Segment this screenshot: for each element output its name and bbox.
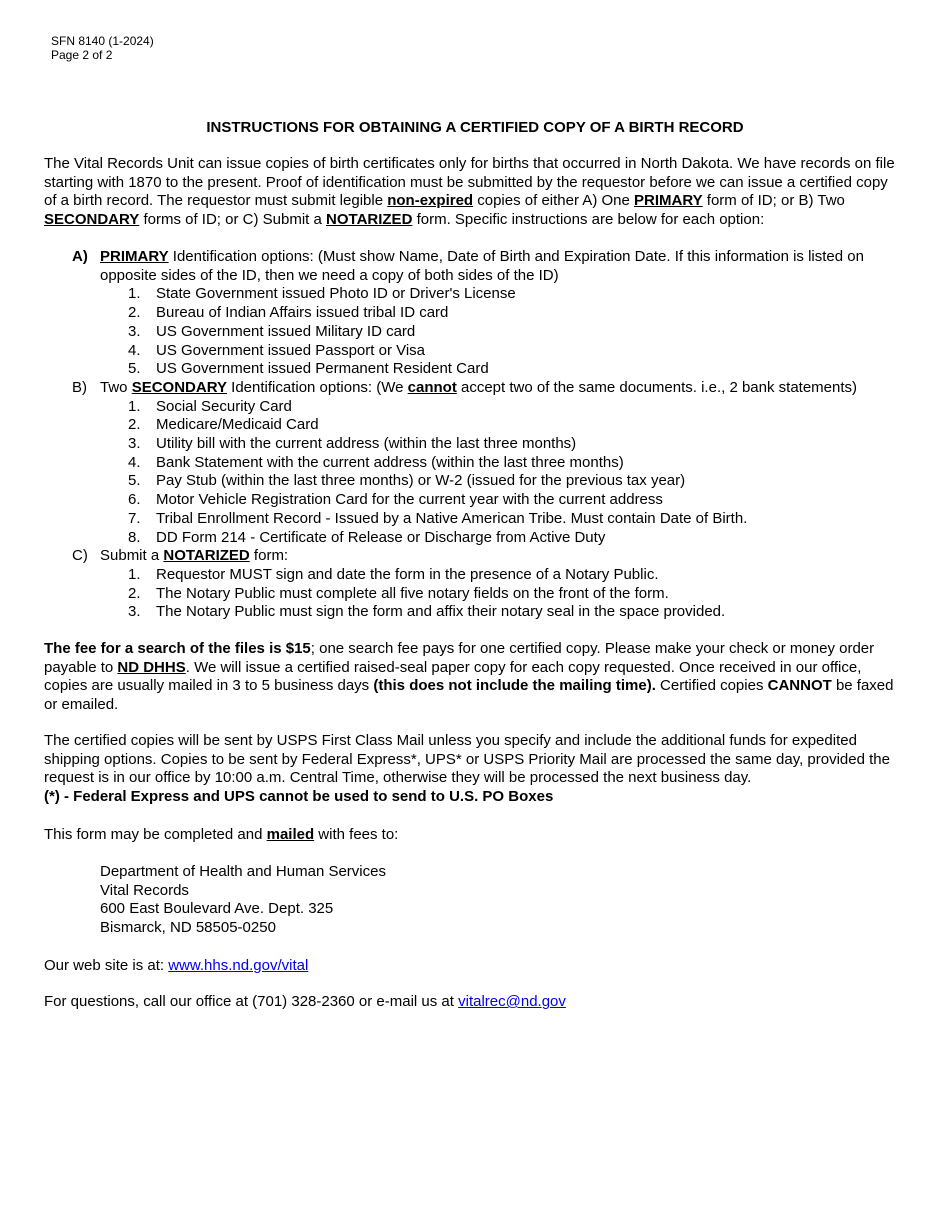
- contact-line: For questions, call our office at (701) 328-2360 or e-mail us at vitalrec@nd.gov: [44, 993, 566, 1010]
- page-number: Page 2 of 2: [51, 48, 113, 62]
- list-item: 2. The Notary Public must complete all five notary fields on the front of the form.: [128, 584, 669, 602]
- option-c: C) Submit a NOTARIZED form:: [72, 547, 289, 565]
- website-link[interactable]: www.hhs.nd.gov/vital: [168, 957, 309, 974]
- fee-paragraph: The fee for a search of the files is $15; one search fee pays for one certified copy. Please make your check or money order payable to ND DHHS. We will issue a certified raised-seal paper copy for each copy requested. Once received in our office, copies are usually mailed in 3 to 5 business days (this does not include the mailing time). Certified copies CANNOT be faxed or emailed.: [44, 640, 894, 714]
- id-options: [44, 248, 904, 622]
- option-letter: B): [72, 378, 87, 396]
- form-identifier: [51, 34, 154, 62]
- payee: ND DHHS: [117, 658, 186, 676]
- list-item: 1. Social Security Card: [128, 397, 292, 415]
- page-title: INSTRUCTIONS FOR OBTAINING A CERTIFIED COPY OF A BIRTH RECORD: [206, 119, 744, 136]
- non-expired-keyword: non-expired: [387, 192, 474, 210]
- option-a: A) PRIMARY Identification options: (Must show Name, Date of Birth and Expiration Date. If this information is listed on opposite sides of the ID, then we need a copy of both sides of the ID): [72, 248, 864, 284]
- option-letter: A): [72, 248, 88, 265]
- list-item: 7. Tribal Enrollment Record - Issued by a Native American Tribe. Must contain Date of Birth.: [128, 509, 748, 527]
- list-item: 3. US Government issued Military ID card: [128, 322, 416, 340]
- list-item: 3. Utility bill with the current address (within the last three months): [128, 435, 577, 453]
- secondary-keyword: SECONDARY: [44, 211, 140, 229]
- notarized-keyword: NOTARIZED: [326, 211, 413, 229]
- list-item: 2. Bureau of Indian Affairs issued tribal ID card: [128, 304, 449, 322]
- list-item: 4. US Government issued Passport or Visa: [128, 341, 426, 359]
- primary-keyword: PRIMARY: [634, 192, 703, 210]
- list-item: 3. The Notary Public must sign the form and affix their notary seal in the space provided.: [128, 603, 726, 621]
- option-b: B) Two SECONDARY Identification options: (We cannot accept two of the same documents. i.e., 2 bank statements): [72, 378, 858, 396]
- shipping-paragraph: The certified copies will be sent by USPS First Class Mail unless you specify and include the additional funds for expedited shipping options. Copies to be sent by Federal Express*, UPS* or USPS Priority Mail are processed the same day, provided the request is in our office by 10:00 a.m. Central Time, otherwise they will be processed the next business day. (*) - Federal Express and UPS cannot be used to send to U.S. PO Boxes: [44, 732, 904, 807]
- mailing-instruction: This form may be completed and mailed with fees to:: [44, 826, 399, 843]
- option-letter: C): [72, 547, 88, 565]
- intro-paragraph: The Vital Records Unit can issue copies of birth certificates only for births that occurred in North Dakota. We have records on file starting with 1870 to the present. Proof of identification must be submitted by the requestor before we can issue a certified copy of a birth record. The requestor must submit legible non-expired copies of either A) One PRIMARY form of ID; or B) Two SECONDARY forms of ID; or C) Submit a NOTARIZED form. Specific instructions are below for each option:: [44, 155, 895, 229]
- list-item: 1. Requestor MUST sign and date the form in the presence of a Notary Public.: [128, 565, 659, 583]
- form-number: SFN 8140 (1-2024): [51, 34, 154, 48]
- email-link[interactable]: vitalrec@nd.gov: [458, 993, 566, 1010]
- list-item: 8. DD Form 214 - Certificate of Release or Discharge from Active Duty: [128, 528, 606, 546]
- shipping-note: (*) - Federal Express and UPS cannot be used to send to U.S. PO Boxes: [44, 788, 554, 806]
- list-item: 4. Bank Statement with the current address (within the last three months): [128, 453, 624, 471]
- list-item: 1. State Government issued Photo ID or Driver's License: [128, 285, 516, 303]
- list-item: 5. US Government issued Permanent Resident Card: [128, 360, 489, 378]
- list-item: 6. Motor Vehicle Registration Card for the current year with the current address: [128, 491, 663, 509]
- mailing-address: Department of Health and Human Services Vital Records 600 East Boulevard Ave. Dept. 325 Bismarck, ND 58505-0250: [100, 863, 386, 937]
- list-item: 5. Pay Stub (within the last three months) or W-2 (issued for the previous tax year): [128, 472, 686, 490]
- website-line: Our web site is at: www.hhs.nd.gov/vital: [44, 957, 309, 974]
- list-item: 2. Medicare/Medicaid Card: [128, 416, 319, 434]
